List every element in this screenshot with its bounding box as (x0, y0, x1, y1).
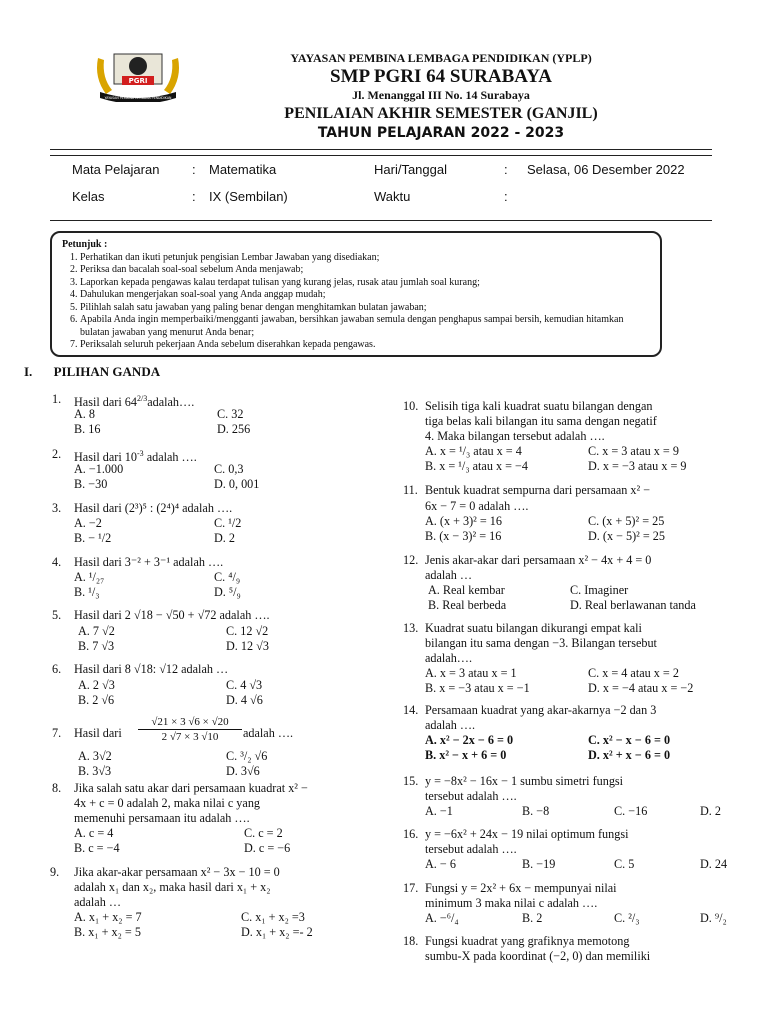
q15-line-2: tersebut adalah …. (425, 789, 517, 803)
q10-line-2: tiga belas kali bilangan itu sama dengan negatif (425, 414, 657, 428)
q7-numerator: √21 × 3 √6 × √20 (138, 716, 242, 730)
q17-option-c[interactable]: C. ²/₃ (614, 911, 640, 925)
header-divider-2 (50, 155, 712, 156)
q17-option-b[interactable]: B. 2 (522, 911, 543, 925)
kelas-label: Kelas (72, 189, 105, 204)
exam-title: PENILAIAN AKHIR SEMESTER (GANJIL) (284, 105, 598, 122)
q16-option-c[interactable]: C. 5 (614, 857, 635, 871)
academic-year: TAHUN PELAJARAN 2022 - 2023 (317, 125, 565, 141)
q1-option-d[interactable]: D. 256 (217, 422, 251, 436)
question-13-number: 13. (403, 621, 419, 635)
logo-text: PGRI (128, 77, 148, 85)
instructions-list (62, 252, 650, 352)
q18-line-1: Fungsi kuadrat yang grafiknya memotong (425, 934, 630, 948)
q1-text-b: adalah…. (147, 395, 195, 410)
q13-option-b[interactable]: B. x = −3 atau x = −1 (425, 681, 530, 695)
question-18-number: 18. (403, 934, 419, 948)
q18-line-2: sumbu-X pada koordinat (−2, 0) dan memiliki (425, 949, 651, 963)
q14-option-b[interactable]: B. x² − x + 6 = 0 (425, 748, 507, 762)
q11-option-c[interactable]: C. (x + 5)² = 25 (588, 514, 665, 528)
instruction-item: 3. Laporkan kepada pengawas kalau terdapat tulisan yang kurang jelas, rusak atau jumlah soal kurang; (80, 277, 650, 290)
question-7-lead: Hasil dari (74, 726, 122, 740)
q17-option-d[interactable]: D. ⁹/₂ (700, 911, 727, 925)
q14-option-d[interactable]: D. x² + x − 6 = 0 (588, 748, 671, 762)
section-title: PILIHAN GANDA (53, 364, 161, 379)
q7-option-c[interactable]: C. ³/₂ √6 (226, 749, 268, 763)
q4-option-a[interactable]: A. ¹/₂₇ (74, 570, 105, 584)
question-4-text: Hasil dari 3⁻² + 3⁻¹ adalah …. (74, 555, 224, 569)
mapel-colon: : (192, 162, 196, 177)
school-address: Jl. Menanggal III No. 14 Surabaya (352, 88, 530, 102)
q13-option-c[interactable]: C. x = 4 atau x = 2 (588, 666, 679, 680)
q5-option-d[interactable]: D. 12 √3 (226, 639, 269, 653)
q3-option-a[interactable]: A. −2 (74, 516, 102, 530)
q13-line-3: adalah…. (425, 651, 473, 665)
q8-line-1: Jika salah satu akar dari persamaan kuadrat x² − (74, 781, 308, 795)
instruction-item: 4. Dahulukan mengerjakan soal-soal yang Anda anggap mudah; (80, 289, 650, 302)
school-name: SMP PGRI 64 SURABAYA (330, 66, 552, 87)
q8-option-d[interactable]: D. c = −6 (244, 841, 291, 855)
q10-option-b[interactable]: B. x = ¹/₃ atau x = −4 (425, 459, 528, 473)
question-17-number: 17. (403, 881, 419, 895)
q8-option-c[interactable]: C. c = 2 (244, 826, 283, 840)
q10-line-3: 4. Maka bilangan tersebut adalah …. (425, 429, 605, 443)
question-7-number: 7. (52, 726, 62, 740)
q11-line-2: 6x − 7 = 0 adalah …. (425, 499, 529, 513)
q14-option-a[interactable]: A. x² − 2x − 6 = 0 (425, 733, 514, 747)
instructions-box (50, 231, 662, 357)
q2-text-b: adalah …. (143, 450, 197, 465)
question-10-number: 10. (403, 399, 419, 413)
q7-option-d[interactable]: D. 3√6 (226, 764, 260, 778)
instruction-item: 7. Periksalah seluruh pekerjaan Anda sebelum diserahkan kepada pengawas. (80, 339, 650, 352)
instructions-title: Petunjuk : (62, 239, 108, 250)
logo-ribbon: YAYASAN PEMBINA LEMBAGA PENDIDIKAN (104, 96, 172, 100)
question-1-number: 1. (52, 392, 62, 406)
q3-option-c[interactable]: C. ¹/2 (214, 516, 242, 530)
hari-colon: : (504, 162, 508, 177)
q17-line-1: Fungsi y = 2x² + 6x − mempunyai nilai (425, 881, 617, 895)
q12-option-d[interactable]: D. Real berlawanan tanda (570, 598, 696, 612)
question-9-number: 9. (50, 865, 60, 879)
q9-line-3: adalah … (74, 895, 122, 909)
school-logo (92, 50, 184, 102)
q9-option-a[interactable]: A. x₁ + x₂ = 7 (74, 910, 142, 924)
question-8-number: 8. (52, 781, 62, 795)
q17-line-2: minimum 3 maka nilai c adalah …. (425, 896, 598, 910)
q9-option-b[interactable]: B. x₁ + x₂ = 5 (74, 925, 141, 939)
q17-option-a[interactable]: A. −⁶/₄ (425, 911, 459, 925)
q4-option-d[interactable]: D. ⁵/₉ (214, 585, 241, 599)
q10-option-d[interactable]: D. x = −3 atau x = 9 (588, 459, 687, 473)
q10-option-c[interactable]: C. x = 3 atau x = 9 (588, 444, 679, 458)
q1-exponent: 2/3 (136, 394, 148, 403)
header-divider (50, 149, 712, 150)
q2-option-b[interactable]: B. −30 (74, 477, 108, 491)
q6-option-d[interactable]: D. 4 √6 (226, 693, 263, 707)
q2-exponent: -3 (136, 449, 144, 458)
hari-label: Hari/Tanggal (374, 162, 447, 177)
q16-line-2: tersebut adalah …. (425, 842, 517, 856)
q7-denominator: 2 √7 × 3 √10 (161, 731, 219, 743)
q5-option-b[interactable]: B. 7 √3 (78, 639, 115, 653)
q7-option-a[interactable]: A. 3√2 (78, 749, 112, 763)
section-roman: I. (24, 364, 33, 379)
mapel-value: Matematika (209, 162, 277, 177)
q16-option-d[interactable]: D. 24 (700, 857, 728, 871)
q1-text-a: Hasil dari 64 (74, 395, 137, 410)
kelas-colon: : (192, 189, 196, 204)
q1-option-a[interactable]: A. 8 (74, 407, 95, 421)
instruction-item: 6. Apabila Anda ingin memperbaiki/mengganti jawaban, bersihkan jawaban semula dengan penghapus sampai bersih, kemudian hitamkan bulatan jawaban yang menurut Anda benar; (80, 314, 650, 339)
q16-option-b[interactable]: B. −19 (522, 857, 556, 871)
question-15-number: 15. (403, 774, 419, 788)
question-3-number: 3. (52, 501, 62, 515)
q8-line-2: 4x + c = 0 adalah 2, maka nilai c yang (74, 796, 261, 810)
q15-option-d[interactable]: D. 2 (700, 804, 721, 818)
instruction-item: 5. Pilihlah salah satu jawaban yang paling benar dengan menghitamkan bulatan jawaban; (80, 302, 650, 315)
question-12-number: 12. (403, 553, 419, 567)
question-6-text: Hasil dari 8 √18: √12 adalah … (74, 662, 229, 676)
q7-tail: adalah …. (243, 726, 294, 740)
question-14-number: 14. (403, 703, 419, 717)
q14-line-2: adalah …. (425, 718, 476, 732)
q3-option-b[interactable]: B. − ¹/2 (74, 531, 112, 545)
q16-line-1: y = −6x² + 24x − 19 nilai optimum fungsi (425, 827, 629, 841)
q12-line-1: Jenis akar-akar dari persamaan x² − 4x + 4 = 0 (425, 553, 652, 567)
mapel-label: Mata Pelajaran (72, 162, 160, 177)
q13-line-2: bilangan itu sama dengan −3. Bilangan tersebut (425, 636, 657, 650)
q1-option-c[interactable]: C. 32 (217, 407, 244, 421)
waktu-colon: : (504, 189, 508, 204)
q15-option-b[interactable]: B. −8 (522, 804, 550, 818)
q11-line-1: Bentuk kuadrat sempurna dari persamaan x² − (425, 483, 651, 497)
q8-option-b[interactable]: B. c = −4 (74, 841, 120, 855)
q9-option-d[interactable]: D. x₁ + x₂ =- 2 (241, 925, 313, 939)
kelas-value: IX (Sembilan) (209, 189, 288, 204)
question-6-number: 6. (52, 662, 62, 676)
q12-option-a[interactable]: A. Real kembar (428, 583, 505, 597)
q6-option-c[interactable]: C. 4 √3 (226, 678, 263, 692)
instruction-item: 2. Periksa dan bacalah soal-soal sebelum Anda menjawab; (80, 264, 650, 277)
hari-value: Selasa, 06 Desember 2022 (527, 162, 685, 177)
q11-option-a[interactable]: A. (x + 3)² = 16 (425, 514, 502, 528)
instruction-item: 1. Perhatikan dan ikuti petunjuk pengisian Lembar Jawaban yang disediakan; (80, 252, 650, 265)
q6-option-b[interactable]: B. 2 √6 (78, 693, 115, 707)
q8-option-a[interactable]: A. c = 4 (74, 826, 114, 840)
q12-option-c[interactable]: C. Imaginer (570, 583, 629, 597)
q9-line-1: Jika akar-akar persamaan x² − 3x − 10 = 0 (74, 865, 280, 879)
q4-option-b[interactable]: B. ¹/₃ (74, 585, 100, 599)
q13-option-d[interactable]: D. x = −4 atau x = −2 (588, 681, 694, 695)
q15-option-c[interactable]: C. −16 (614, 804, 648, 818)
q10-line-1: Selisih tiga kali kuadrat suatu bilangan dengan (425, 399, 653, 413)
q4-option-c[interactable]: C. ⁴/₉ (214, 570, 241, 584)
q13-option-a[interactable]: A. x = 3 atau x = 1 (425, 666, 517, 680)
q8-line-3: memenuhi persamaan itu adalah …. (74, 811, 250, 825)
info-divider (50, 220, 712, 221)
q9-option-c[interactable]: C. x₁ + x₂ =3 (241, 910, 305, 924)
yayasan-title: YAYASAN PEMBINA LEMBAGA PENDIDIKAN (YPLP) (290, 51, 592, 65)
q1-option-b[interactable]: B. 16 (74, 422, 101, 436)
q7-option-b[interactable]: B. 3√3 (78, 764, 112, 778)
q9-line-2: adalah x₁ dan x₂, maka hasil dari x₁ + x₂ (74, 880, 271, 894)
question-5-text: Hasil dari 2 √18 − √50 + √72 adalah …. (74, 608, 270, 622)
q2-option-d[interactable]: D. 0, 001 (214, 477, 260, 491)
q12-line-2: adalah … (425, 568, 473, 582)
q11-option-b[interactable]: B. (x − 3)² = 16 (425, 529, 502, 543)
question-16-number: 16. (403, 827, 419, 841)
question-4-number: 4. (52, 555, 62, 569)
question-2-number: 2. (52, 447, 62, 461)
question-11-number: 11. (403, 483, 418, 497)
q15-line-1: y = −8x² − 16x − 1 sumbu simetri fungsi (425, 774, 624, 788)
q14-line-1: Persamaan kuadrat yang akar-akarnya −2 dan 3 (425, 703, 657, 717)
q11-option-d[interactable]: D. (x − 5)² = 25 (588, 529, 665, 543)
q5-option-c[interactable]: C. 12 √2 (226, 624, 269, 638)
q5-option-a[interactable]: A. 7 √2 (78, 624, 115, 638)
q2-option-a[interactable]: A. −1.000 (74, 462, 124, 476)
question-5-number: 5. (52, 608, 62, 622)
q15-option-a[interactable]: A. −1 (425, 804, 453, 818)
q3-option-d[interactable]: D. 2 (214, 531, 235, 545)
q14-option-c[interactable]: C. x² − x − 6 = 0 (588, 733, 671, 747)
waktu-label: Waktu (374, 189, 411, 204)
q6-option-a[interactable]: A. 2 √3 (78, 678, 115, 692)
section-heading (24, 364, 160, 380)
q2-option-c[interactable]: C. 0,3 (214, 462, 244, 476)
q12-option-b[interactable]: B. Real berbeda (428, 598, 507, 612)
q10-option-a[interactable]: A. x = ¹/₃ atau x = 4 (425, 444, 522, 458)
q2-text-a: Hasil dari 10 (74, 450, 137, 465)
q13-line-1: Kuadrat suatu bilangan dikurangi empat kali (425, 621, 642, 635)
q16-option-a[interactable]: A. − 6 (425, 857, 456, 871)
question-3-text: Hasil dari (2³)⁵ : (2⁴)⁴ adalah …. (74, 501, 233, 515)
